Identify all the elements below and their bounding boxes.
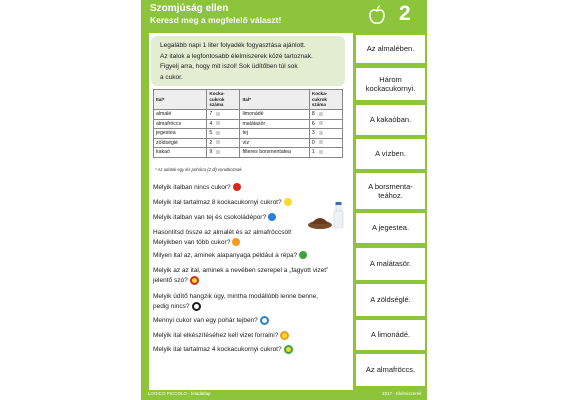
answer-box bbox=[216, 121, 220, 125]
question-line bbox=[153, 266, 328, 276]
drink-cell: kakaó bbox=[154, 148, 207, 158]
header-drink: Ital* bbox=[154, 90, 207, 110]
answer-text bbox=[370, 115, 411, 125]
answer-card bbox=[356, 35, 425, 63]
footer-left: LOGICO PICCOLO - feladatlap bbox=[148, 391, 211, 396]
answer-box bbox=[319, 112, 323, 116]
question-text: Melyik ital elkészítéséhez kell vizet forralni? bbox=[153, 332, 279, 340]
answer-box bbox=[216, 131, 220, 135]
question-text: Melyik az az ital, aminek a nevében szerepel a „fagyott vizet” bbox=[153, 267, 329, 274]
answer-card bbox=[356, 173, 425, 209]
question-line bbox=[153, 228, 292, 238]
color-dot-marker bbox=[268, 213, 276, 221]
left-stripe bbox=[141, 33, 149, 390]
sugar-count-cell bbox=[309, 138, 342, 148]
color-ring-marker bbox=[260, 316, 269, 325]
answer-card bbox=[356, 320, 425, 350]
sugar-count: 9 bbox=[209, 149, 213, 156]
answer-line: Három bbox=[379, 74, 402, 84]
answer-card bbox=[356, 248, 425, 280]
info-line: Az italok a legfontosabb élelmiszerek közé tartoznak. bbox=[160, 52, 313, 60]
info-line: Figyelj arra, hogy mit iszol! Sok üdítőben túl sok bbox=[160, 63, 298, 70]
sugar-count-cell bbox=[309, 110, 342, 120]
question-text: Melyik italban nincs cukor? bbox=[153, 184, 231, 191]
color-dot-marker bbox=[299, 251, 307, 259]
info-text bbox=[160, 41, 340, 83]
question-text: Hasonlítsd össze az almalét és az almafröccsöt! bbox=[153, 229, 292, 236]
sugar-count: 1 bbox=[311, 149, 315, 156]
question-text: Melyik ital tartalmaz 4 kockacukornyi cukrot? bbox=[153, 346, 282, 354]
sugar-count-cell bbox=[207, 129, 240, 139]
color-ring-marker bbox=[284, 345, 293, 354]
table-row bbox=[154, 119, 343, 129]
answer-box bbox=[319, 140, 323, 144]
header-drink: Ital* bbox=[240, 90, 309, 110]
question bbox=[153, 345, 293, 355]
answer-line: A jegestea. bbox=[371, 223, 410, 233]
sugar-count-cell bbox=[207, 148, 240, 158]
table-header-row bbox=[154, 90, 343, 110]
answer-text bbox=[366, 365, 415, 375]
sugar-count: 7 bbox=[209, 111, 213, 118]
header-sugar-cubes: Kocka-cukrok száma bbox=[207, 90, 240, 110]
table-row bbox=[154, 129, 343, 139]
answer-text bbox=[372, 223, 409, 233]
sugar-count: 6 bbox=[311, 120, 315, 127]
milk-and-cocoa-illustration bbox=[305, 200, 349, 230]
answer-text bbox=[375, 149, 406, 159]
color-dot-marker bbox=[233, 183, 241, 191]
question bbox=[153, 331, 289, 341]
color-ring-marker bbox=[192, 302, 201, 311]
answer-box bbox=[216, 140, 220, 144]
question bbox=[153, 316, 269, 326]
sugar-count-cell bbox=[309, 129, 342, 139]
answer-text bbox=[370, 295, 410, 305]
drink-cell: jegestea bbox=[154, 129, 207, 139]
info-line: a cukor. bbox=[160, 73, 183, 81]
question-line bbox=[153, 198, 292, 208]
question bbox=[153, 183, 241, 193]
sugar-count: 8 bbox=[311, 111, 315, 118]
sugar-table bbox=[153, 89, 343, 158]
footer-right: 3317 - Élelmiszerek bbox=[382, 391, 422, 396]
table-row bbox=[154, 110, 343, 120]
question bbox=[153, 292, 318, 312]
question-text: Melyikben van több cukor? bbox=[153, 239, 231, 246]
color-ring-marker bbox=[190, 276, 199, 285]
sugar-count-cell bbox=[207, 110, 240, 120]
answer-line: A limonádé. bbox=[370, 330, 411, 340]
answer-line: A zöldséglé. bbox=[370, 295, 411, 305]
question-line bbox=[153, 251, 307, 261]
question-line bbox=[153, 183, 241, 193]
drink-cell: víz bbox=[240, 138, 309, 148]
sugar-count: 5 bbox=[209, 130, 213, 137]
answer-line: A borsmenta- bbox=[368, 181, 413, 191]
answer-card bbox=[356, 354, 425, 386]
answer-card bbox=[356, 139, 425, 169]
answer-box bbox=[319, 131, 323, 135]
color-dot-marker bbox=[284, 198, 292, 206]
table-note: * Az adatok egy kis pohárra (2 dl) vonatkoznak. bbox=[155, 167, 243, 172]
answer-card bbox=[356, 105, 425, 135]
question-line bbox=[153, 276, 328, 286]
drink-cell: almafröccs bbox=[154, 119, 207, 129]
color-ring-marker bbox=[280, 331, 289, 340]
answer-box bbox=[216, 150, 220, 154]
header-sugar-cubes: Kocka-cukrok száma bbox=[309, 90, 342, 110]
answer-line: A vízben. bbox=[375, 149, 406, 159]
answer-text bbox=[367, 44, 415, 54]
question-text: jelentő szó? bbox=[153, 277, 188, 285]
question-line bbox=[153, 292, 318, 302]
answer-line: Az almafröccs. bbox=[365, 365, 416, 375]
apple-icon bbox=[368, 5, 386, 25]
drink-cell: limonádé bbox=[240, 110, 309, 120]
sugar-count-cell bbox=[207, 119, 240, 129]
answer-text bbox=[371, 330, 410, 340]
answer-text bbox=[370, 259, 411, 269]
table-row bbox=[154, 148, 343, 158]
info-line: Legalább napi 1 liter folyadék fogyasztása ajánlott. bbox=[160, 42, 306, 49]
drink-cell: malátasör bbox=[240, 119, 309, 129]
answer-line: Az almalében. bbox=[366, 44, 415, 54]
answer-line: A kakaóban. bbox=[369, 115, 412, 125]
sugar-count: 0 bbox=[311, 139, 315, 146]
question-text: Melyik italban van tej és csokoládépor? bbox=[153, 214, 267, 221]
answer-line: teához. bbox=[378, 191, 403, 200]
question-text: Milyen ital az, aminek alapanyaga például a répa? bbox=[153, 252, 298, 259]
answer-line: kockacukornyi. bbox=[365, 84, 416, 93]
answer-box bbox=[216, 112, 220, 116]
answer-text bbox=[366, 75, 416, 94]
page-number: 2 bbox=[399, 2, 411, 25]
question bbox=[153, 251, 307, 261]
drink-cell: almalé bbox=[154, 110, 207, 120]
sugar-count-cell bbox=[309, 119, 342, 129]
question-text: pedig nincs? bbox=[153, 303, 190, 311]
table-row bbox=[154, 138, 343, 148]
answer-card bbox=[356, 68, 425, 100]
question bbox=[153, 198, 292, 208]
drink-cell: tej bbox=[240, 129, 309, 139]
question-text: Melyik üdítő hangzik úgy, mintha modállóbb lenne benne, bbox=[153, 293, 319, 300]
question-line bbox=[153, 331, 289, 341]
question-text: Melyik ital tartalmaz 8 kockacukornyi cukrot? bbox=[153, 199, 282, 206]
question bbox=[153, 213, 276, 223]
sugar-count: 3 bbox=[311, 130, 315, 137]
question-line bbox=[153, 238, 292, 248]
worksheet-subtitle: Keresd meg a megfelelő választ! bbox=[150, 15, 282, 25]
answer-box bbox=[319, 121, 323, 125]
sugar-count: 4 bbox=[209, 120, 213, 127]
worksheet-title: Szomjúság ellen bbox=[150, 3, 229, 14]
answer-card bbox=[356, 213, 425, 243]
answer-card bbox=[356, 284, 425, 316]
sugar-count: 2 bbox=[209, 139, 213, 146]
color-dot-marker bbox=[232, 238, 240, 246]
drink-cell: filteres borsmentatea bbox=[240, 148, 309, 158]
sugar-count-cell bbox=[309, 148, 342, 158]
question bbox=[153, 228, 292, 248]
sugar-count-cell bbox=[207, 138, 240, 148]
answer-text bbox=[368, 182, 413, 201]
question-line bbox=[153, 316, 269, 326]
question-line bbox=[153, 345, 293, 355]
question bbox=[153, 266, 328, 286]
answer-line: A malátasör. bbox=[369, 259, 412, 269]
answer-box bbox=[319, 150, 323, 154]
question-text: Mennyi cukor van egy pohár tejben? bbox=[153, 317, 258, 325]
question-line bbox=[153, 302, 318, 312]
drink-cell: zöldségié bbox=[154, 138, 207, 148]
question-line bbox=[153, 213, 276, 223]
